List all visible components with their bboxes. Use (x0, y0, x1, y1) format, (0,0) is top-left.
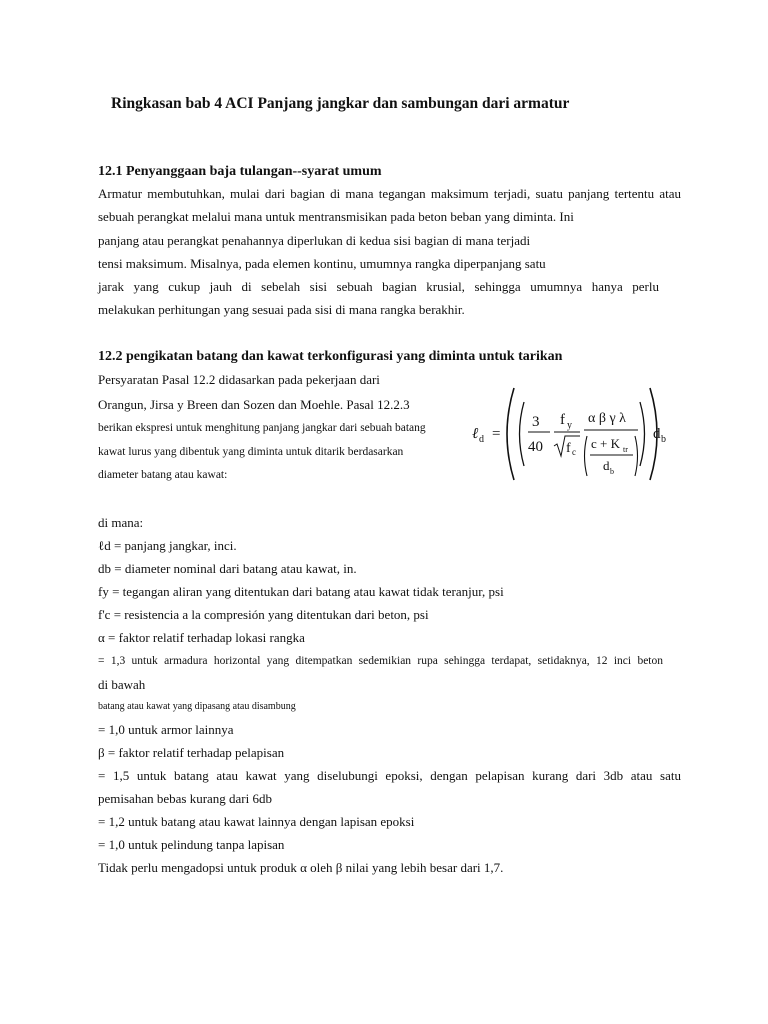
paragraph-line: panjang atau perangkat penahannya diperlukan di kedua sisi bagian di mana terjadi (98, 233, 531, 248)
formula-fc: f (566, 441, 571, 456)
formula-fy: f (560, 412, 565, 428)
formula-rhs: d (653, 426, 661, 442)
formula-rhs-sub: b (661, 434, 666, 445)
formula-fc-sub: c (572, 447, 576, 457)
final-note: Tidak perlu mengadopsi untuk produk α oleh β nilai yang lebih besar dari 1,7. (98, 860, 504, 875)
paragraph-line: diameter batang atau kawat: (98, 469, 228, 481)
definition-beta-10: = 1,0 untuk pelindung tanpa lapisan (98, 837, 285, 852)
definition-ld: ℓd = panjang jangkar, inci. (98, 538, 237, 553)
paragraph-line: Armatur membutuhkan, mulai dari bagian di mana tegangan maksimum terjadi, suatu panjang tertentu atau (98, 186, 681, 201)
formula-three: 3 (532, 414, 540, 430)
paragraph-line: jarak yang cukup jauh di sebelah sisi sebuah bagian krusial, sehingga umumnya hanya perlu (98, 279, 659, 294)
section-heading-12-2: 12.2 pengikatan batang dan kawat terkonfigurasi yang diminta untuk tarikan (98, 349, 563, 364)
paragraph-line: sebuah perangkat melalui mana untuk mentransmisikan pada beton beban yang diminta. Ini (98, 209, 574, 224)
paragraph-line: Persyaratan Pasal 12.2 didasarkan pada pekerjaan dari (98, 372, 380, 387)
paragraph-line: kawat lurus yang dibentuk yang diminta untuk ditarik berdasarkan (98, 446, 404, 458)
paragraph-line: Orangun, Jirsa y Breen dan Sozen dan Moehle. Pasal 12.2.3 (98, 397, 410, 412)
formula-equals: = (492, 426, 501, 442)
formula-lhs: ℓ (472, 426, 479, 442)
definition-dibawah: di bawah (98, 677, 146, 692)
definition-fy: fy = tegangan aliran yang ditentukan dari batang atau kawat tidak teranjur, psi (98, 584, 504, 599)
definition-intro: di mana: (98, 515, 144, 530)
definition-beta-12: = 1,2 untuk batang atau kawat lainnya dengan lapisan epoksi (98, 814, 415, 829)
development-length-formula (470, 380, 670, 488)
paragraph-line: melakukan perhitungan yang sesuai pada sisi di mana rangka berakhir. (98, 302, 465, 317)
definition-batang-small: batang atau kawat yang dipasang atau disambung (98, 701, 296, 712)
definition-alpha-10: = 1,0 untuk armor lainnya (98, 722, 234, 737)
formula-db: d (603, 458, 610, 473)
definition-alpha-13: = 1,3 untuk armadura horizontal yang ditempatkan sedemikian rupa sehingga terdapat, setidaknya, 12 inci beton (98, 655, 663, 667)
formula-greek: α β γ λ (588, 411, 626, 426)
formula-db-sub: b (610, 467, 614, 476)
formula-c-k: c + K (591, 436, 620, 451)
paragraph-line: tensi maksimum. Misalnya, pada elemen kontinu, umumnya rangka diperpanjang satu (98, 256, 546, 271)
formula-fy-sub: y (567, 420, 572, 431)
definition-db: db = diameter nominal dari batang atau kawat, in. (98, 561, 357, 576)
paragraph-line: berikan ekspresi untuk menghitung panjang jangkar dari sebuah batang (98, 422, 426, 434)
section-heading-12-1: 12.1 Penyanggaan baja tulangan--syarat umum (98, 164, 382, 179)
definition-beta-15a: = 1,5 untuk batang atau kawat yang diselubungi epoksi, dengan pelapisan kurang dari 3db atau satu (98, 768, 681, 783)
formula-ktr-sub: tr (623, 445, 628, 454)
formula-lhs-sub: d (479, 434, 484, 445)
definition-beta-15b: pemisahan bebas kurang dari 6db (98, 791, 273, 806)
page-title: Ringkasan bab 4 ACI Panjang jangkar dan sambungan dari armatur (111, 95, 570, 112)
definition-alpha: α = faktor relatif terhadap lokasi rangka (98, 630, 305, 645)
definition-beta: β = faktor relatif terhadap pelapisan (98, 745, 285, 760)
formula-forty: 40 (528, 439, 543, 455)
definition-fc: f'c = resistencia a la compresión yang ditentukan dari beton, psi (98, 607, 429, 622)
